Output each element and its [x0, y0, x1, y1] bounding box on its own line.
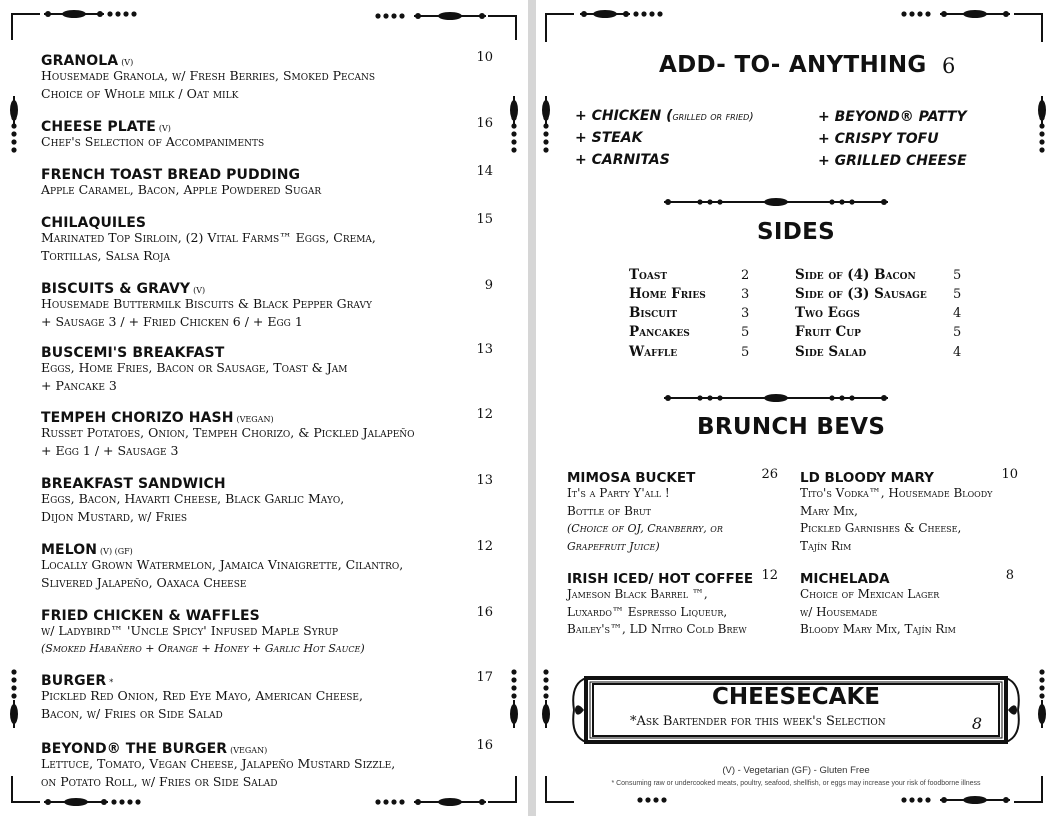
menu-item-price: 13: [476, 473, 493, 488]
menu-item-header: [41, 738, 493, 755]
side-item: [629, 343, 751, 362]
addon-steak: + STEAK: [575, 130, 643, 146]
side-item-price: 5: [953, 325, 962, 340]
side-item: [629, 285, 751, 304]
side-border-flourish: [1038, 704, 1046, 724]
menu-item-price: 12: [476, 407, 493, 422]
side-item: [795, 323, 965, 342]
menu-item-diet-tag: *: [109, 678, 114, 687]
menu-item-price: 16: [476, 605, 493, 620]
side-item-name: Fruit Cup: [795, 324, 861, 340]
bottom-border-dots: [127, 799, 132, 804]
menu-item: [41, 407, 493, 459]
add-to-anything-price: 6: [942, 54, 956, 78]
section-divider: [764, 394, 788, 402]
side-item: [629, 304, 751, 323]
menu-item-price: 12: [476, 539, 493, 554]
section-divider-dots: [707, 199, 712, 204]
menu-item-description: Pickled Red Onion, Red Eye Mayo, American Cheese,: [41, 688, 363, 703]
section-divider: [881, 199, 887, 205]
menu-item-description: Lettuce, Tomato, Vegan Cheese, Jalapeño Mustard Sizzle,: [41, 756, 396, 771]
side-item-price: 3: [741, 306, 750, 321]
bev-name: MIMOSA BUCKET: [567, 470, 696, 486]
side-border-dots: [11, 677, 16, 682]
menu-item-description: Eggs, Bacon, Havarti Cheese, Black Garlic Mayo,: [41, 491, 345, 506]
top-border-dots: [115, 11, 120, 16]
menu-item-description: (Smoked Habañero + Orange + Honey + Garlic Hot Sauce): [41, 641, 365, 655]
side-border-dots: [511, 693, 516, 698]
section-divider-dots: [829, 199, 834, 204]
top-border-dots: [901, 11, 906, 16]
top-border-flourish: [623, 11, 629, 17]
menu-item-header: [41, 605, 493, 622]
menu-item: [41, 738, 493, 790]
menu-item-description: on Potato Roll, w/ Fries or Side Salad: [41, 773, 278, 789]
menu-item: [41, 164, 493, 199]
menu-item-diet-tag: (V) (GF): [100, 547, 133, 556]
side-border-dots: [11, 693, 16, 698]
side-border-dots: [543, 685, 548, 690]
side-border-dots: [511, 147, 516, 152]
bev-price: 12: [761, 568, 778, 583]
menu-item: [41, 670, 493, 722]
top-border-dots: [399, 13, 404, 18]
menu-item-name: BREAKFAST SANDWICH: [41, 476, 226, 492]
side-border-dots: [511, 123, 516, 128]
bottom-border-flourish: [963, 796, 987, 804]
side-item-name: Pancakes: [629, 324, 690, 340]
bottom-border-dots: [135, 799, 140, 804]
diet-legend: (V) - Vegetarian (GF) - Gluten Free: [722, 765, 870, 776]
menu-item-name: BEYOND® THE BURGER: [41, 741, 228, 757]
bottom-border-dots: [909, 797, 914, 802]
bottom-border-dots: [391, 799, 396, 804]
brunch-bevs-title: BRUNCH BEVS: [697, 414, 886, 440]
menu-item-header: [41, 116, 493, 133]
menu-item: [41, 539, 493, 591]
side-border-dots: [11, 115, 16, 120]
menu-item-diet-tag: (VEGAN): [236, 415, 274, 424]
side-item-price: 2: [741, 268, 750, 283]
side-border-dots: [11, 131, 16, 136]
bev-price: 26: [761, 467, 778, 482]
menu-item-diet-tag: (V): [158, 124, 171, 133]
menu-item-name: BUSCEMI'S BREAKFAST: [41, 345, 225, 361]
menu-item-name: GRANOLA: [41, 53, 119, 69]
side-border-dots: [1039, 677, 1044, 682]
menu-item-price: 16: [476, 116, 493, 131]
menu-item-header: [41, 342, 493, 359]
corner-flourish: [546, 14, 574, 42]
section-divider-dots: [849, 395, 854, 400]
side-item-name: Two Eggs: [795, 305, 860, 321]
section-divider: [665, 395, 671, 401]
side-border-dots: [511, 115, 516, 120]
bev-irish-coffee: [567, 568, 778, 639]
section-divider: [764, 198, 788, 206]
side-border-dots: [11, 669, 16, 674]
side-item: [795, 343, 965, 362]
top-border-dots: [131, 11, 136, 16]
bottom-border-dots: [645, 797, 650, 802]
section-divider-dots: [717, 199, 722, 204]
menu-item: [41, 50, 493, 102]
side-border-dots: [543, 115, 548, 120]
menu-item-description: Dijon Mustard, w/ Fries: [41, 508, 188, 524]
side-border-dots: [543, 693, 548, 698]
menu-item-description: Marinated Top Sirloin, (2) Vital Farms™ Eggs, Crema,: [41, 230, 376, 245]
bottom-border-dots: [653, 797, 658, 802]
menu-item-description: + Sausage 3 / + Fried Chicken 6 / + Egg 1: [41, 313, 303, 329]
bottom-border-dots: [917, 797, 922, 802]
top-border-dots: [107, 11, 112, 16]
menu-item-name: FRENCH TOAST BREAD PUDDING: [41, 167, 301, 183]
menu-item-header: [41, 407, 493, 424]
section-divider: [665, 199, 671, 205]
side-item-name: Side Salad: [795, 344, 867, 360]
side-item-name: Home Fries: [629, 286, 706, 302]
menu-item-name: FRIED CHICKEN & WAFFLES: [41, 608, 260, 624]
side-border-flourish: [542, 704, 550, 724]
food-safety-disclaimer: * Consuming raw or undercooked meats, poultry, seafood, shellfish, or eggs may increase your risk of foodborne illness: [611, 780, 981, 787]
side-border-dots: [1039, 669, 1044, 674]
bottom-border-flourish: [64, 798, 88, 806]
top-border-flourish: [438, 12, 462, 20]
menu-item-diet-tag: (VEGAN): [230, 746, 268, 755]
side-item-price: 4: [953, 345, 962, 360]
bottom-border-flourish: [101, 799, 107, 805]
corner-flourish: [12, 776, 40, 802]
menu-item-description: Russet Potatoes, Onion, Tempeh Chorizo, & Pickled Jalapeño: [41, 425, 415, 440]
side-border-dots: [1039, 131, 1044, 136]
menu-item-diet-tag: (V): [193, 286, 206, 295]
side-item-name: Side of (4) Bacon: [795, 267, 916, 283]
side-item-price: 4: [953, 306, 962, 321]
side-border-dots: [511, 131, 516, 136]
top-border-dots: [123, 11, 128, 16]
top-border-flourish: [1003, 11, 1009, 17]
bottom-border-dots: [637, 797, 642, 802]
side-item-name: Biscuit: [629, 305, 678, 321]
menu-item: [41, 473, 493, 525]
top-border-dots: [383, 13, 388, 18]
section-divider-dots: [839, 395, 844, 400]
side-border-flourish: [10, 704, 18, 724]
bottom-border-dots: [661, 797, 666, 802]
top-border-flourish: [963, 10, 987, 18]
side-border-dots: [511, 139, 516, 144]
top-border-dots: [909, 11, 914, 16]
bottom-border-flourish: [1003, 797, 1009, 803]
side-item-price: 5: [741, 345, 750, 360]
menu-item-description: Eggs, Home Fries, Bacon or Sausage, Toast & Jam: [41, 360, 348, 375]
side-border-dots: [543, 147, 548, 152]
bev-description: It's a Party Y'all ! Bottle of Brut (Choice of OJ, Cranberry, or Grapefruit Juice): [567, 486, 723, 553]
section-divider-dots: [839, 199, 844, 204]
top-border-dots: [641, 11, 646, 16]
top-border-flourish: [941, 11, 947, 17]
section-divider-dots: [717, 395, 722, 400]
menu-item-description: Chef's Selection of Accompaniments: [41, 134, 265, 149]
corner-flourish: [488, 16, 516, 40]
top-border-flourish: [581, 11, 587, 17]
top-border-flourish: [45, 11, 51, 17]
menu-item-header: [41, 212, 493, 229]
bottom-border-flourish: [415, 799, 421, 805]
bev-price: 8: [1005, 568, 1014, 583]
menu-item-price: 15: [476, 212, 493, 227]
side-border-dots: [543, 131, 548, 136]
side-border-dots: [543, 139, 548, 144]
side-border-dots: [1039, 693, 1044, 698]
bottom-border-dots: [375, 799, 380, 804]
menu-item-description: Choice of Whole milk / Oat milk: [41, 85, 239, 101]
section-divider-dots: [707, 395, 712, 400]
bev-description: Choice of Mexican Lager w/ Housemade Bloody Mary Mix, Tajín Rim: [800, 587, 956, 636]
section-divider-dots: [697, 395, 702, 400]
menu-item-diet-tag: (V): [121, 58, 134, 67]
menu-item-price: 10: [476, 50, 493, 65]
side-border-dots: [11, 123, 16, 128]
menu-item-price: 13: [476, 342, 493, 357]
menu-item-description: Bacon, w/ Fries or Side Salad: [41, 705, 223, 721]
top-border-dots: [375, 13, 380, 18]
menu-item-header: [41, 164, 493, 181]
top-border-flourish: [593, 10, 617, 18]
bev-michelada: [800, 568, 1014, 639]
side-border-dots: [543, 123, 548, 128]
menu-item: [41, 605, 493, 657]
menu-item-name: TEMPEH CHORIZO HASH: [41, 410, 234, 426]
side-border-dots: [11, 685, 16, 690]
corner-flourish: [1014, 14, 1042, 42]
bottom-border-dots: [399, 799, 404, 804]
bottom-border-flourish: [45, 799, 51, 805]
side-border-dots: [1039, 139, 1044, 144]
corner-flourish: [12, 14, 40, 40]
section-divider: [881, 395, 887, 401]
bev-name: IRISH ICED/ HOT COFFEE: [567, 571, 754, 587]
menu-item-name: CHILAQUILES: [41, 215, 147, 231]
menu-item-header: [41, 473, 493, 490]
side-border-dots: [543, 677, 548, 682]
bev-name: LD BLOODY MARY: [800, 470, 934, 486]
top-border-dots: [391, 13, 396, 18]
menu-item: [41, 212, 493, 264]
side-border-dots: [511, 669, 516, 674]
side-item: [795, 266, 965, 285]
bev-name: MICHELADA: [800, 571, 890, 587]
bottom-border-flourish: [438, 798, 462, 806]
side-border-dots: [1039, 123, 1044, 128]
menu-item-name: MELON: [41, 542, 98, 558]
menu-item-description: Locally Grown Watermelon, Jamaica Vinaigrette, Cilantro,: [41, 557, 404, 572]
cheesecake-title: CHEESECAKE: [711, 684, 881, 710]
side-border-dots: [1039, 685, 1044, 690]
side-border-dots: [11, 147, 16, 152]
side-border-dots: [1039, 115, 1044, 120]
side-item-name: Waffle: [629, 344, 678, 360]
side-item-price: 3: [741, 287, 750, 302]
menu-item-description: Housemade Buttermilk Biscuits & Black Pepper Gravy: [41, 296, 372, 311]
menu-item-header: [41, 670, 493, 687]
bev-price: 10: [1001, 467, 1018, 482]
side-border-flourish: [510, 704, 518, 724]
side-item: [795, 304, 965, 323]
side-item: [795, 285, 965, 304]
cheesecake-note: *Ask Bartender for this week's Selection: [630, 714, 886, 729]
menu-item-price: 14: [476, 164, 493, 179]
menu-item-header: [41, 50, 493, 67]
side-border-dots: [11, 139, 16, 144]
bottom-border-dots: [901, 797, 906, 802]
top-border-dots: [925, 11, 930, 16]
sides-title: SIDES: [757, 219, 835, 245]
bev-mimosa-bucket: [567, 467, 778, 555]
bottom-border-dots: [383, 799, 388, 804]
bev-description: Jameson Black Barrel ™, Luxardo™ Espresso Liqueur, Bailey's™, LD Nitro Cold Brew: [567, 587, 747, 636]
menu-item-price: 9: [484, 278, 493, 293]
top-border-flourish: [479, 13, 485, 19]
addon-beyond-patty: + BEYOND® PATTY: [818, 109, 967, 125]
menu-item-description: Housemade Granola, w/ Fresh Berries, Smoked Pecans: [41, 68, 376, 83]
top-border-flourish: [415, 13, 421, 19]
side-item: [629, 266, 751, 285]
bottom-border-dots: [111, 799, 116, 804]
menu-item: [41, 278, 493, 330]
menu-item-name: BISCUITS & GRAVY: [41, 281, 191, 297]
menu-item-description: w/ Ladybird™ 'Uncle Spicy' Infused Maple Syrup: [41, 623, 339, 638]
side-item-price: 5: [741, 325, 750, 340]
top-border-dots: [649, 11, 654, 16]
bottom-border-dots: [119, 799, 124, 804]
bottom-border-flourish: [941, 797, 947, 803]
addon-crispy-tofu: + CRISPY TOFU: [818, 131, 939, 147]
addon-carnitas: + CARNITAS: [575, 152, 670, 168]
addon-chicken: + CHICKEN (grilled or fried): [575, 108, 754, 124]
add-to-anything-title: ADD- TO- ANYTHING: [659, 52, 927, 78]
menu-item-header: [41, 278, 493, 295]
menu-item-name: CHEESE PLATE: [41, 119, 156, 135]
side-border-dots: [1039, 147, 1044, 152]
top-border-flourish: [97, 11, 103, 17]
section-divider-dots: [829, 395, 834, 400]
menu-item-name: BURGER: [41, 673, 107, 689]
top-border-dots: [657, 11, 662, 16]
side-border-dots: [511, 685, 516, 690]
side-item-price: 5: [953, 268, 962, 283]
bottom-border-dots: [925, 797, 930, 802]
cheesecake-price: 8: [971, 714, 982, 733]
bev-ld-bloody-mary: [800, 467, 1018, 555]
bev-description: Tito's Vodka™, Housemade Bloody Mary Mix, Pickled Garnishes & Cheese, Tajín Rim: [800, 486, 993, 553]
section-divider-dots: [849, 199, 854, 204]
side-item-price: 5: [953, 287, 962, 302]
menu-item: [41, 116, 493, 151]
addon-grilled-cheese: + GRILLED CHEESE: [818, 153, 967, 169]
menu-item-description: + Pancake 3: [41, 377, 117, 393]
menu-item-price: 16: [476, 738, 493, 753]
menu-item-description: Tortillas, Salsa Roja: [41, 247, 171, 263]
side-item: [629, 323, 751, 342]
menu-item-description: + Egg 1 / + Sausage 3: [41, 442, 179, 458]
side-border-dots: [511, 677, 516, 682]
side-item-name: Side of (3) Sausage: [795, 286, 927, 302]
top-border-flourish: [62, 10, 86, 18]
menu-item-description: Slivered Jalapeño, Oaxaca Cheese: [41, 574, 247, 590]
top-border-dots: [917, 11, 922, 16]
menu-item-price: 17: [476, 670, 493, 685]
cheesecake-banner: [570, 674, 1022, 746]
side-item-name: Toast: [629, 267, 668, 283]
side-border-dots: [543, 669, 548, 674]
top-border-dots: [633, 11, 638, 16]
menu-item-description: Apple Caramel, Bacon, Apple Powdered Sugar: [41, 182, 322, 197]
section-divider-dots: [697, 199, 702, 204]
bottom-border-flourish: [479, 799, 485, 805]
menu-item-header: [41, 539, 493, 556]
menu-item: [41, 342, 493, 394]
